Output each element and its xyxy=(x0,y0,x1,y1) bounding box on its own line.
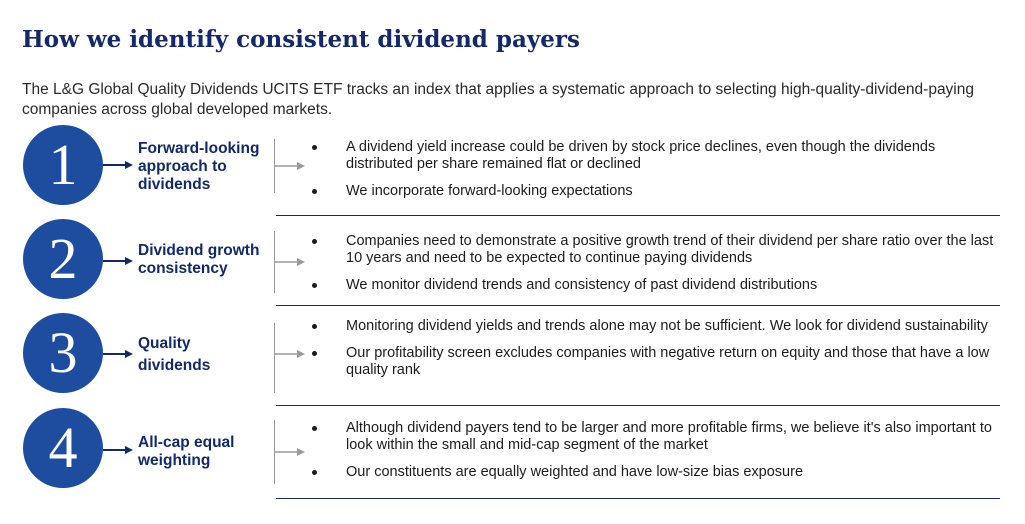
step-number-badge: 2 xyxy=(23,219,103,299)
list-item: Our constituents are equally weighted and have low-size bias exposure xyxy=(312,464,1002,481)
bullet-list xyxy=(312,420,1002,481)
bullet-list xyxy=(312,233,1002,294)
list-item: Companies need to demonstrate a positive growth trend of their dividend per share ratio over the last 10 years and need to be expected to continue paying dividends xyxy=(312,233,1002,267)
step-number-badge: 4 xyxy=(23,408,103,488)
bullet-icon xyxy=(312,283,317,288)
section-divider xyxy=(276,215,1000,216)
arrow-right-icon xyxy=(103,256,133,266)
bullet-icon xyxy=(312,351,317,356)
step-label: Quality dividends xyxy=(138,335,211,374)
bullet-icon xyxy=(312,324,317,329)
step-number-badge: 1 xyxy=(23,125,103,205)
arrow-right-icon xyxy=(275,349,305,359)
bullet-icon xyxy=(312,189,317,194)
arrow-right-icon xyxy=(103,160,133,170)
list-item: Our profitability screen excludes companies with negative return on equity and those that have a low quality rank xyxy=(312,345,1002,379)
step-number-badge: 3 xyxy=(23,313,103,393)
bullet-icon xyxy=(312,470,317,475)
arrow-right-icon xyxy=(275,257,305,267)
arrow-right-icon xyxy=(275,161,305,171)
step-label: Dividend growth consistency xyxy=(138,242,260,277)
bullet-icon xyxy=(312,239,317,244)
page-title: How we identify consistent dividend payers xyxy=(22,26,580,53)
arrow-right-icon xyxy=(275,447,305,457)
list-item: Monitoring dividend yields and trends alone may not be sufficient. We look for dividend sustainability xyxy=(312,318,1002,335)
section-divider xyxy=(276,305,1000,306)
step-label: Forward-looking approach to dividends xyxy=(138,140,260,193)
section-divider xyxy=(276,405,1000,406)
arrow-right-icon xyxy=(103,445,133,455)
list-item: We monitor dividend trends and consistency of past dividend distributions xyxy=(312,277,1002,294)
bullet-list xyxy=(312,139,1002,200)
list-item: Although dividend payers tend to be larger and more profitable firms, we believe it's also important to look within the small and mid-cap segment of the market xyxy=(312,420,1002,454)
bullet-icon xyxy=(312,426,317,431)
bullet-list xyxy=(312,318,1002,379)
arrow-right-icon xyxy=(103,349,133,359)
intro-paragraph: The L&G Global Quality Dividends UCITS ETF tracks an index that applies a systematic approach to selecting high-quality-dividend-paying companies across global developed markets. xyxy=(22,81,974,118)
step-label: All-cap equal weighting xyxy=(138,434,235,469)
list-item: We incorporate forward-looking expectations xyxy=(312,183,1002,200)
bullet-icon xyxy=(312,145,317,150)
list-item: A dividend yield increase could be driven by stock price declines, even though the dividends distributed per share remained flat or declined xyxy=(312,139,1002,173)
section-divider xyxy=(276,498,1000,499)
